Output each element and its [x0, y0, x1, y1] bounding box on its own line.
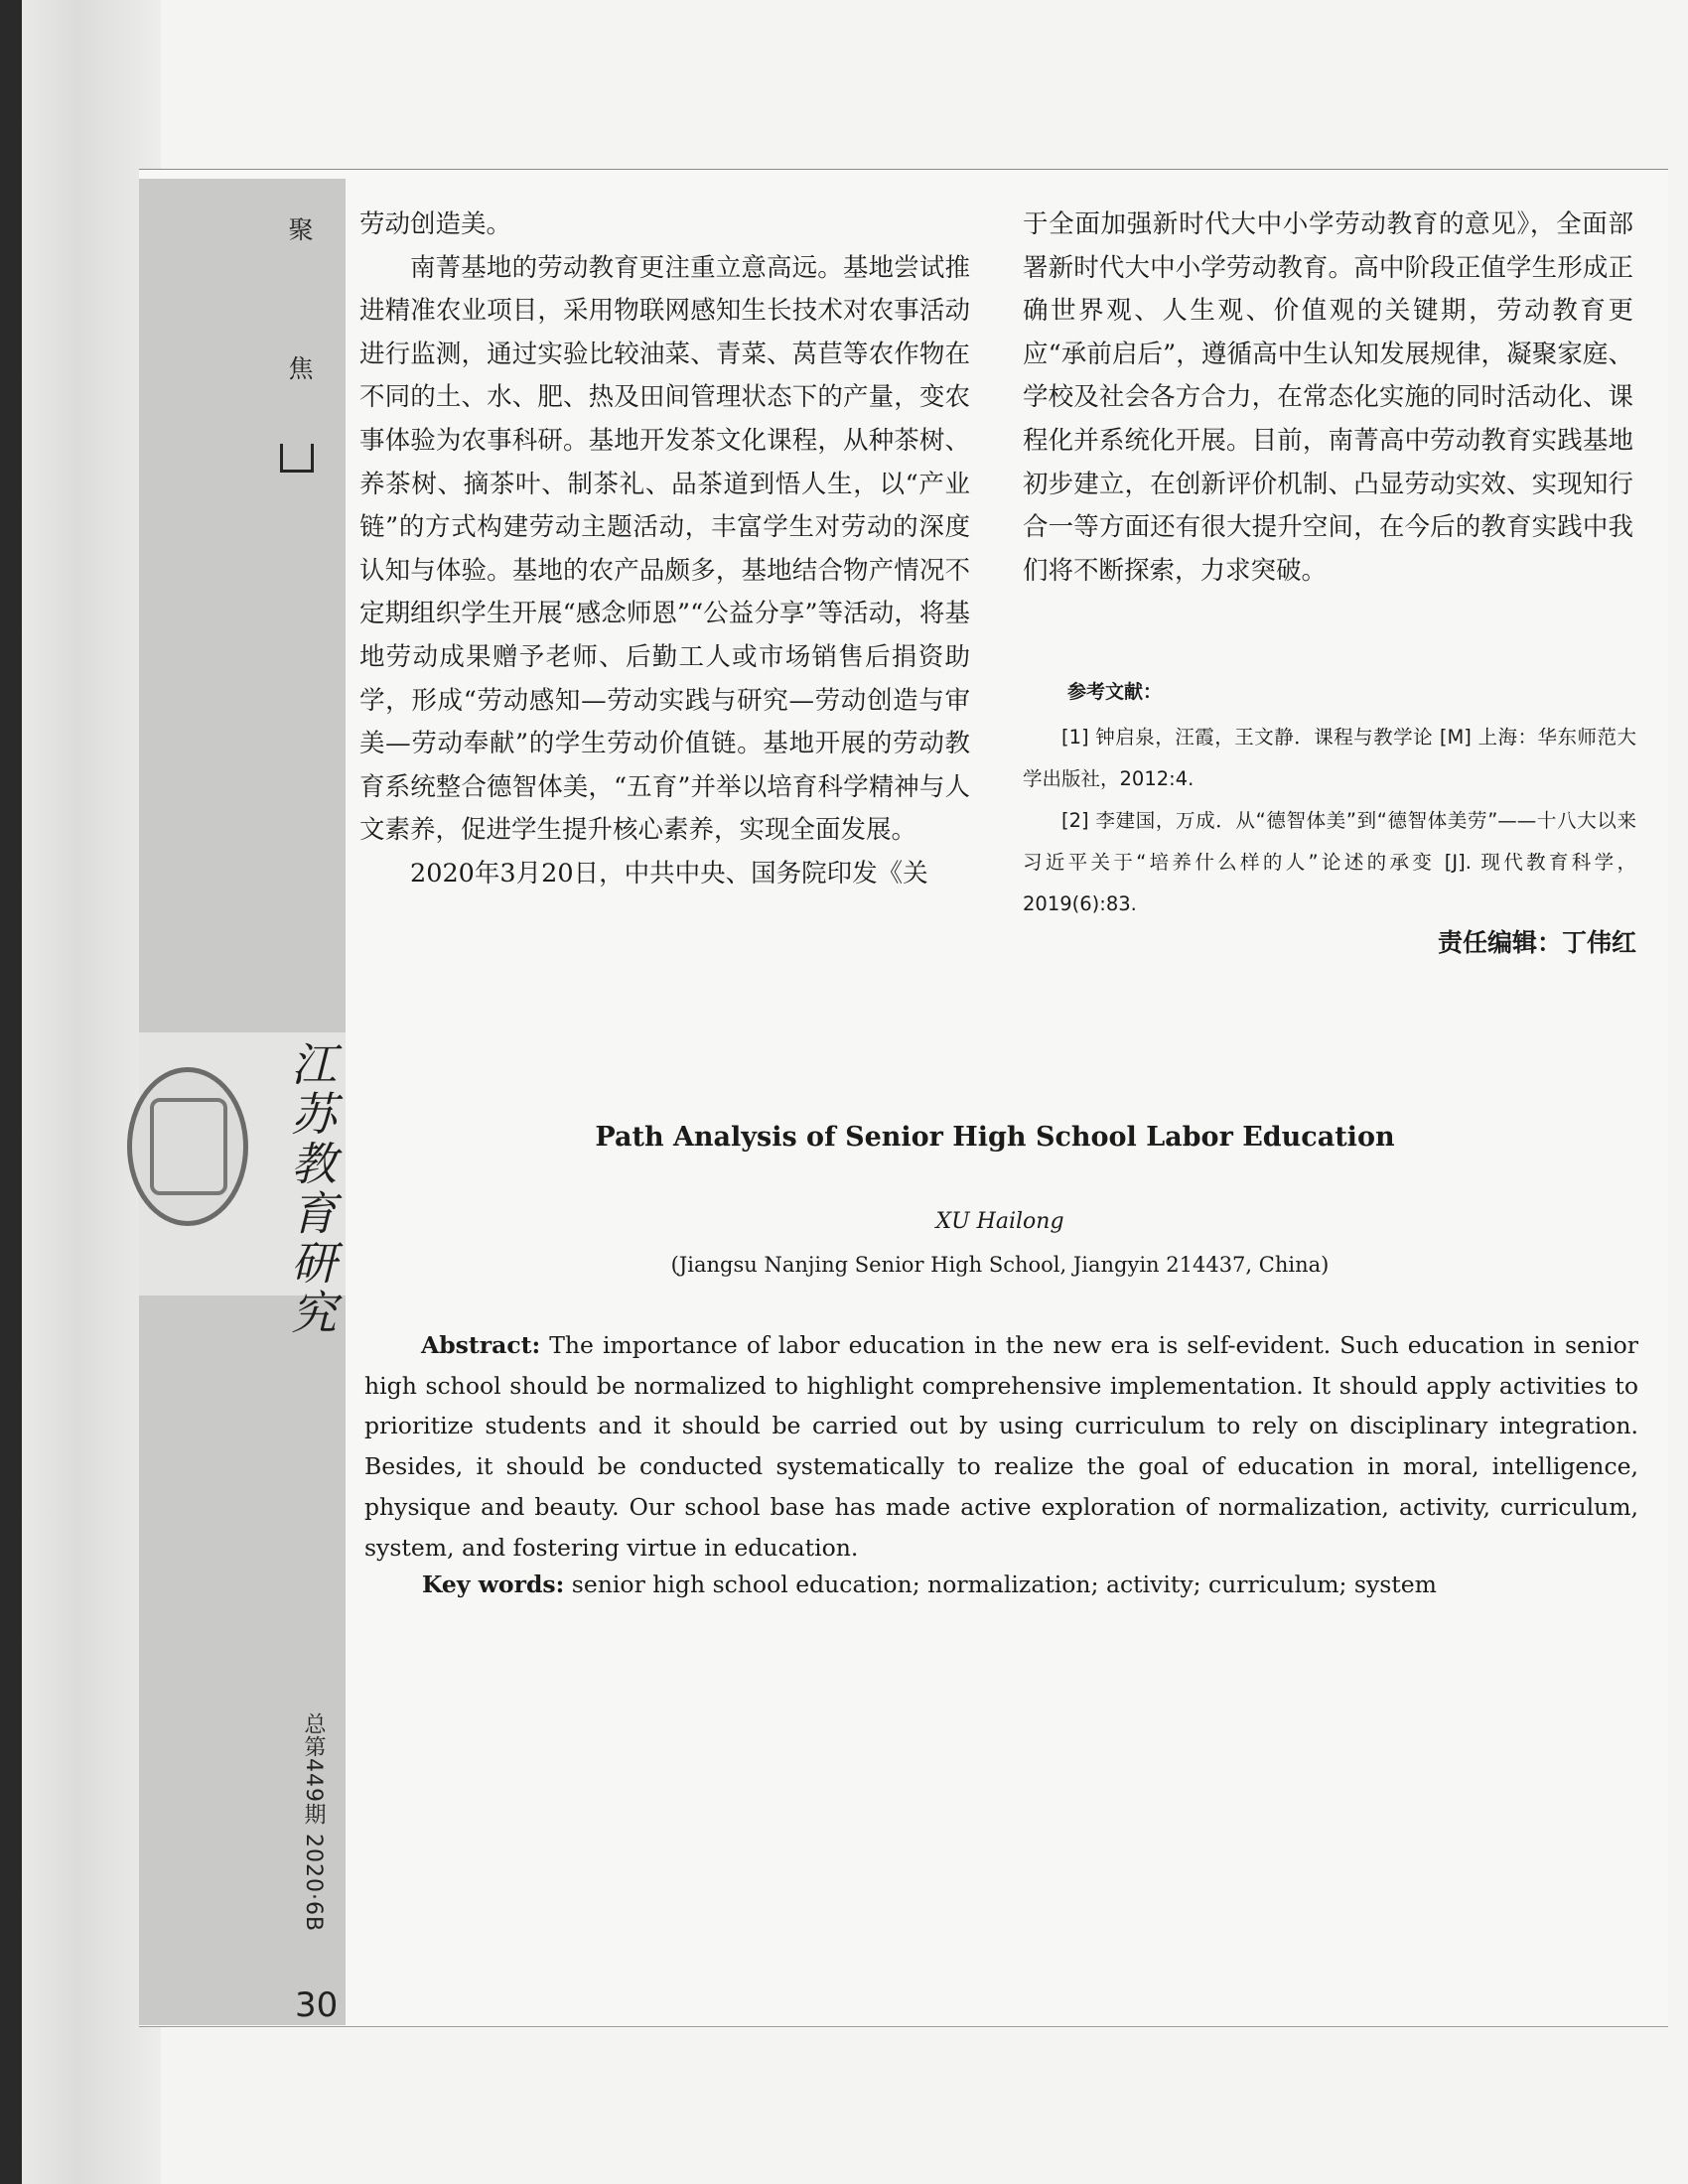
left-paragraph-1: 劳动创造美。 — [359, 209, 512, 239]
english-affiliation: (Jiangsu Nanjing Senior High School, Jiangyin 214437, China) — [670, 1253, 1330, 1277]
binding-shadow — [0, 0, 22, 2184]
responsible-editor: 责任编辑：丁伟红 — [1437, 928, 1636, 957]
issue-info: 总第449期 2020·6B — [301, 1712, 326, 1933]
left-paragraph-2: 南菁基地的劳动教育更注重立意高远。基地尝试推进精准农业项目，采用物联网感知生长技术对农事活动进行监测，通过实验比较油菜、青菜、莴苣等农作物在不同的土、水、肥、热及田间管理状态下的产量，变农事体验为农事科研。基地开发茶文化课程，从种茶树、养茶树、摘茶叶、制茶礼、品茶道到悟人生，以“产业链”的方式构建劳动主题活动，丰富学生对劳动的深度认知与体验。基地的农产品颇多，基地结合物产情况不定期组织学生开展“感念师恩”“公益分享”等活动，将基地劳动成果赠予老师、后勤工人或市场销售后捐资助学，形成“劳动感知—劳动实践与研究—劳动创造与审美—劳动奉献”的学生劳动价值链。基地开展的劳动教育系统整合德智体美，“五育”并举以培育科学精神与人文素养，促进学生提升核心素养，实现全面发展。 — [359, 252, 970, 846]
right-text-column — [1023, 204, 1633, 593]
section-label-char-2: 焦 — [285, 355, 314, 380]
left-text-column — [359, 204, 970, 896]
reference-item: [2] 李建国，万成．从“德智体美”到“德智体美劳”——十八大以来习近平关于“培养什么样的人”论述的承变 [J]. 现代教育科学，2019(6):83. — [1023, 809, 1636, 915]
section-label-char-1: 聚 — [285, 216, 314, 241]
abstract-label: Abstract: — [421, 1331, 541, 1359]
right-paragraph-1: 于全面加强新时代大中小学劳动教育的意见》，全面部署新时代大中小学劳动教育。高中阶段正值学生形成正确世界观、人生观、价值观的关键期，劳动教育更应“承前启后”，遵循高中生认知发展规律，凝聚家庭、学校及社会各方合力，在常态化实施的同时活动化、课程化并系统化开展。目前，南菁高中劳动教育实践基地初步建立，在创新评价机制、凸显劳动实效、实现知行合一等方面还有很大提升空间，在今后的教育实践中我们将不断探索，力求突破。 — [1023, 209, 1633, 586]
english-author: XU Hailong — [935, 1209, 1064, 1234]
english-title: Path Analysis of Senior High School Labor Education — [595, 1122, 1395, 1153]
reference-item: [1] 钟启泉，汪霞，王文静．课程与教学论 [M] 上海：华东师范大学出版社，2012:4. — [1023, 726, 1636, 790]
english-abstract — [364, 1325, 1638, 1568]
left-paragraph-3: 2020年3月20日，中共中央、国务院印发《关 — [410, 858, 928, 888]
seal-stamp-icon — [127, 1067, 248, 1226]
page-number: 30 — [295, 1985, 339, 2025]
references-list — [1023, 717, 1636, 925]
journal-name: 江苏教育研究 — [284, 1040, 338, 1338]
section-bracket-icon — [280, 444, 314, 473]
keywords-text: senior high school education; normalization; activity; curriculum; system — [564, 1570, 1437, 1598]
english-keywords — [422, 1570, 1643, 1598]
references-title: 参考文献： — [1067, 681, 1163, 703]
keywords-label: Key words: — [422, 1570, 565, 1598]
abstract-text: The importance of labor education in the new era is self-evident. Such education in senior high school should be normalized to highlight comprehensive implementation. It should apply activities to prioritize students and it should be carried out by using curriculum to rely on disciplinary integration. Besides, it should be conducted systematically to realize the goal of education in moral, intelligence, physique and beauty. Our school base has made active exploration of normalization, activity, curriculum, system, and fostering virtue in education. — [364, 1331, 1638, 1562]
